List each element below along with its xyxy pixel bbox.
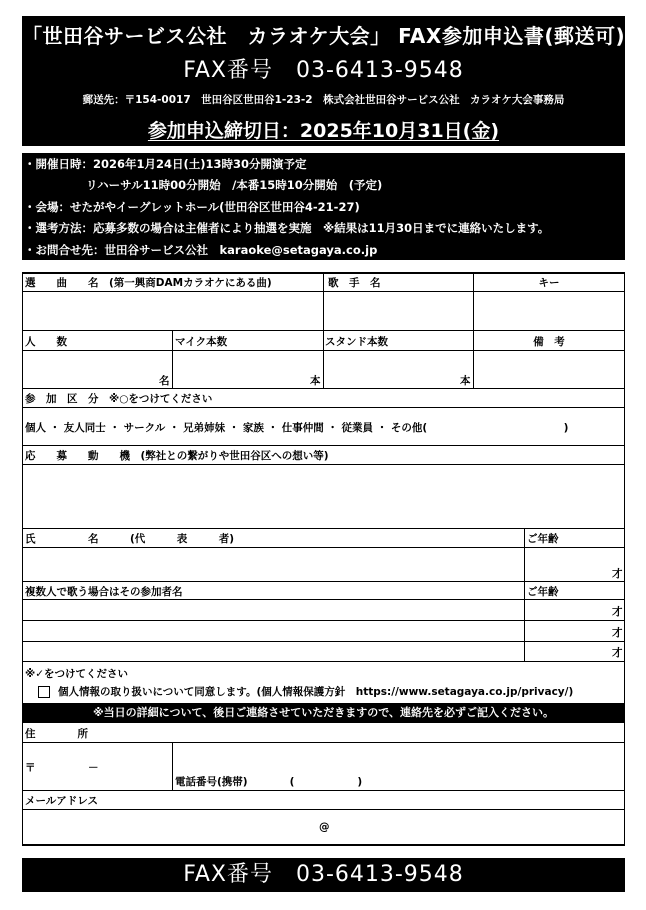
mic-unit: 本	[310, 375, 321, 387]
remarks-label: 備 考	[533, 336, 565, 348]
venue: ・会場：せたがやイーグレットホール(世田谷区世田谷4-21-27)	[24, 200, 360, 214]
deadline: 参加申込締切日：2025年10月31日(金)	[147, 120, 500, 142]
privacy-consent-checkbox[interactable]	[38, 686, 50, 698]
mobile-phone-label: 電話番号(携帯) ( )	[175, 776, 363, 788]
check-instruction: ※✓をつけてください	[25, 668, 129, 680]
mic-count-input[interactable]	[173, 351, 322, 388]
motivation-label: 応 募 動 機 (弊社との繋がりや世田谷区への想い等)	[25, 450, 329, 462]
address-input[interactable]	[23, 743, 171, 789]
other-participants-label: 複数人で歌う場合はその参加者名	[25, 586, 183, 598]
motivation-input[interactable]	[23, 465, 623, 527]
privacy-consent-text: 個人情報の取り扱いについて同意します。(個人情報保護方針 https://www.setagaya.co.jp/privacy/)	[58, 686, 574, 698]
mailing-address: 郵送先：〒154-0017 世田谷区世田谷1-23-2 株式会社世田谷サービス公社 カラオケ大会事務局	[82, 94, 565, 106]
participation-category-label: 参 加 区 分 ※○をつけてください	[25, 393, 213, 405]
singer-name-input[interactable]	[324, 292, 472, 329]
at-sign: @	[319, 821, 330, 833]
footer-fax-number: FAX番号 03-6413-9548	[22, 858, 625, 892]
header-banner	[22, 16, 625, 146]
category-options[interactable]: 個人 ・ 友人同士 ・ サークル ・ 兄弟姉妹 ・ 家族 ・ 仕事仲間 ・ 従業員 ・ その他( )	[25, 422, 569, 434]
remarks-input[interactable]	[474, 351, 623, 388]
representative-age-input[interactable]	[525, 548, 623, 580]
postal-code-mark: 〒 －	[25, 762, 99, 774]
participant-name-input-1[interactable]	[23, 600, 523, 619]
fax-number: FAX番号 03-6413-9548	[183, 58, 464, 83]
song-title-label: 選 曲 名 (第一興商DAMカラオケにある曲)	[25, 277, 272, 289]
participant-age-input-2[interactable]	[525, 621, 623, 640]
event-date: ・開催日時：2026年1月24日(土)13時30分開演予定	[24, 157, 307, 171]
age-unit: 才	[612, 568, 623, 580]
mic-count-label: マイク本数	[175, 336, 228, 348]
rehearsal-time: リハーサル11時00分開始 /本番15時10分開始 (予定)	[86, 178, 383, 192]
song-title-input[interactable]	[23, 292, 322, 329]
age-unit-1: 才	[612, 606, 623, 618]
people-count-label: 人 数	[25, 336, 67, 348]
stand-count-label: スタンド本数	[325, 336, 388, 348]
people-unit: 名	[159, 375, 170, 387]
mobile-phone-input[interactable]	[173, 743, 623, 771]
key-input[interactable]	[474, 292, 623, 329]
age-label-2: ご年齢	[527, 586, 559, 598]
selection-method: ・選考方法：応募多数の場合は主催者により抽選を実施 ※結果は11月30日までに連絡いたします。	[24, 221, 550, 235]
people-count-input[interactable]	[23, 351, 171, 388]
age-unit-2: 才	[612, 627, 623, 639]
application-form	[22, 272, 625, 846]
contact: ・お問合せ先：世田谷サービス公社 karaoke@setagaya.co.jp	[24, 243, 378, 257]
stand-count-input[interactable]	[324, 351, 472, 388]
address-label: 住 所	[25, 728, 88, 740]
age-label: ご年齢	[527, 533, 559, 545]
participant-age-input-1[interactable]	[525, 600, 623, 619]
participant-name-input-2[interactable]	[23, 621, 523, 640]
participant-name-input-3[interactable]	[23, 642, 523, 660]
representative-name-label: 氏 名 (代 表 者)	[25, 533, 235, 545]
form-title: 「世田谷サービス公社 カラオケ大会」 FAX参加申込書(郵送可)	[22, 24, 626, 48]
stand-unit: 本	[460, 375, 471, 387]
contact-notice: ※当日の詳細について、後日ご連絡させていただきますので、連絡先を必ずご記入ください。	[22, 703, 625, 723]
participant-age-input-3[interactable]	[525, 642, 623, 660]
key-label: キー	[538, 277, 560, 289]
age-unit-3: 才	[612, 647, 623, 659]
representative-name-input[interactable]	[23, 548, 523, 580]
event-info-box	[22, 153, 625, 260]
singer-name-label: 歌 手 名	[328, 277, 381, 289]
email-label: メールアドレス	[25, 795, 98, 807]
